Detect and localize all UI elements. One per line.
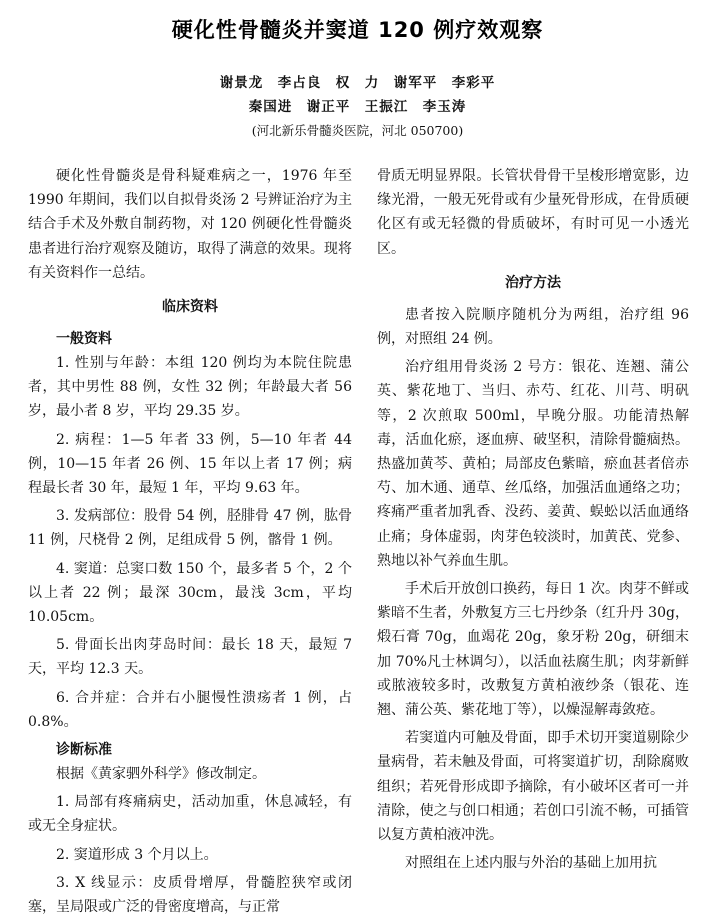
section-heading-treatment: 治疗方法 (505, 274, 561, 291)
treatment-paragraph-1: 患者按入院顺序随机分为两组，治疗组 96 例，对照组 24 例。 (377, 306, 689, 348)
general-item-1: 1. 性别与年龄：本组 120 例均为本院住院患者，其中男性 88 例，女性 32 例；年龄最大者 56 岁，最小者 8 岁，平均 29.35 岁。 (28, 355, 352, 420)
treatment-paragraph-4: 若窦道内可触及骨面，即手术切开窦道剔除少量病骨，若未触及骨面，可将窦道扩切，刮除腐败组织；若死骨形成即予摘除，有小破坏区者可一并清除，使之与创口相通；若创口引流不畅，可插管以复方黄柏液冲洗。 (377, 730, 689, 844)
affiliation: (河北新乐骨髓炎医院，河北 050700) (251, 123, 464, 138)
left-column (28, 164, 352, 923)
continued-paragraph: 骨质无明显界限。长管状骨骨干呈梭形增宽影，边缘光滑，一般无死骨或有少量死骨形成，在骨质硬化区有或无轻微的骨质破坏，有时可见一小透光区。 (377, 168, 689, 257)
general-item-3: 3. 发病部位：股骨 54 例，胫腓骨 47 例，肱骨 11 例，尺桡骨 2 例，足组成骨 5 例，髂骨 1 例。 (28, 508, 352, 549)
diagnosis-item-1: 1. 局部有疼痛病史，活动加重，休息减轻，有或无全身症状。 (28, 794, 352, 835)
treatment-paragraph-3: 手术后开放创口换药，每日 1 次。肉芽不鲜或紫暗不生者，外敷复方三七丹纱条（红升丹 30g，煅石膏 70g，血竭花 20g，象牙粉 20g，研细末加 70%凡士林调匀），以活血祛腐生肌；肉芽新鲜或脓液较多时，改敷复方黄柏液纱条（银花、连翘、蒲公英、紫花地丁等），以燥湿解毒敛疮。 (377, 581, 689, 719)
general-item-4: 4. 窦道：总窦口数 150 个，最多者 5 个，2 个以上者 22 例；最深 30cm，最浅 3cm，平均 10.05cm。 (28, 560, 352, 626)
general-item-6: 6. 合并症：合并右小腿慢性溃疡者 1 例，占 0.8%。 (28, 689, 352, 730)
paper-title: 硬化性骨髓炎并窦道 120 例疗效观察 (171, 18, 544, 42)
general-item-2: 2. 病程：1—5 年者 33 例，5—10 年者 44 例，10—15 年者 26 例、15 年以上者 17 例；病程最长者 30 年，最短 1 年，平均 9.63 年。 (28, 431, 352, 497)
general-item-5: 5. 骨面长出肉芽岛时间：最长 18 天，最短 7 天，平均 12.3 天。 (28, 637, 352, 678)
authors-line-2: 秦国进 谢正平 王振江 李玉涛 (248, 99, 467, 115)
treatment-paragraph-2: 治疗组用骨炎汤 2 号方：银花、连翘、蒲公英、紫花地丁、当归、赤芍、红花、川芎、明矾等，2 次煎取 500ml，早晚分服。功能清热解毒，活血化瘀，逐血痹、破坚积，清除骨髓痼热。热盛加黄芩、黄柏；局部皮色紫暗，瘀血甚者倍赤芍、加木通、通草、丝瓜络，加强活血通络之功；疼痛严重者加乳香、没药、姜黄、蜈蚣以活血通络止痛；身体虚弱，肉芽色较淡时，加黄芪、党参、熟地以补气养血生肌。 (377, 359, 689, 569)
treatment-paragraph-5: 对照组在上述内服与外治的基础上加用抗 (405, 855, 657, 872)
authors-line-1: 谢景龙 李占良 权 力 谢军平 李彩平 (219, 75, 496, 91)
right-column (377, 164, 689, 879)
section-heading-clinical: 临床资料 (162, 299, 218, 316)
intro-paragraph: 硬化性骨髓炎是骨科疑难病之一，1976 年至 1990 年期间，我们以自拟骨炎汤 2 号辨证治疗为主结合手术及外敷自制药物，对 120 例硬化性骨髓炎患者进行治疗观察及随访，取得了满意的效果。现将有关资料作一总结。 (28, 168, 352, 281)
diagnosis-item-2: 2. 窦道形成 3 个月以上。 (56, 846, 218, 863)
diagnosis-intro: 根据《黄家驷外科学》修改制定。 (56, 766, 266, 783)
subheading-general: 一般资料 (56, 331, 112, 348)
subheading-diagnosis: 诊断标准 (56, 742, 112, 759)
diagnosis-item-3: 3. X 线显示：皮质骨增厚，骨髓腔狭窄或闭塞，呈局限或广泛的骨密度增高，与正常 (28, 874, 352, 916)
